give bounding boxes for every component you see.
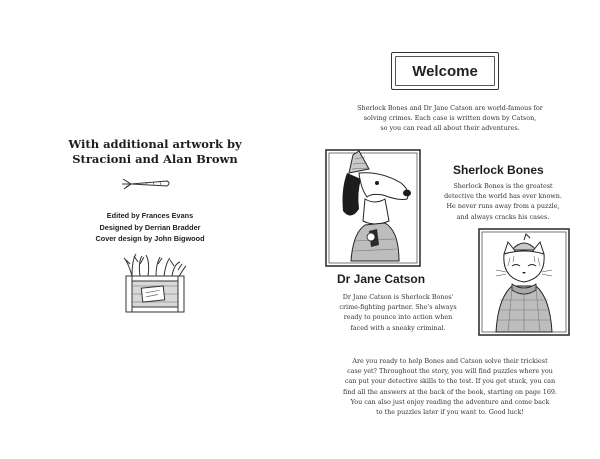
carrot-icon — [121, 176, 173, 192]
catson-description-line: Dr Jane Catson is Sherlock Bones' — [342, 293, 454, 301]
credit-designer: Designed by Derrian Bradder — [99, 222, 201, 232]
catson-description-line: ready to pounce into action when — [343, 313, 453, 322]
artwork-credit-line: Stracioni and Alan Brown — [72, 152, 238, 166]
credit-cover-design: Cover design by John Bigwood — [95, 234, 205, 243]
page-title: Welcome — [412, 62, 478, 80]
closing-line: case yet? Throughout the story, you will find puzzles where you — [347, 367, 553, 376]
sherlock-description-line: and always cracks his cases. — [456, 212, 550, 221]
intro-line: Sherlock Bones and Dr Jane Catson are world-famous for — [357, 104, 543, 112]
closing-line: find all the answers at the back of the book, starting on page 169. — [342, 387, 558, 396]
credit-editor: Edited by Frances Evans — [106, 211, 194, 220]
sherlock-bones-portrait — [325, 149, 421, 267]
welcome-sign — [391, 52, 499, 90]
sherlock-description — [428, 181, 578, 222]
dr-jane-catson-portrait — [478, 228, 570, 336]
sherlock-description-line: Sherlock Bones is the greatest — [453, 182, 553, 190]
closing-line: Are you ready to help Bones and Catson solve their trickiest — [352, 357, 548, 365]
sherlock-description-line: He never runs away from a puzzle, — [446, 202, 560, 211]
intro-line: solving crimes. Each case is written down by Catson, — [363, 114, 537, 123]
closing-line: You can also just enjoy reading the adventure and come back — [350, 397, 550, 406]
intro-line: so you can read all about their adventures. — [380, 124, 520, 133]
closing-line: can put your detective skills to the test. If you get stuck, you can — [344, 377, 556, 386]
production-credits — [60, 210, 240, 245]
catson-name: Dr Jane Catson — [337, 272, 426, 286]
carrot-crate-icon — [120, 252, 188, 316]
sherlock-name: Sherlock Bones — [453, 163, 544, 177]
closing-paragraph — [310, 356, 590, 417]
catson-description — [328, 292, 468, 333]
catson-description-line: faced with a sneaky criminal. — [350, 323, 446, 332]
closing-line: to the puzzles later if you want to. Good luck! — [376, 408, 524, 417]
catson-description-line: crime-fighting partner. She's always — [339, 303, 457, 312]
artwork-credit-line: With additional artwork by — [68, 137, 242, 151]
sherlock-description-line: detective the world has ever known. — [444, 192, 562, 201]
intro-paragraph — [320, 103, 580, 134]
artwork-credit — [40, 137, 270, 167]
